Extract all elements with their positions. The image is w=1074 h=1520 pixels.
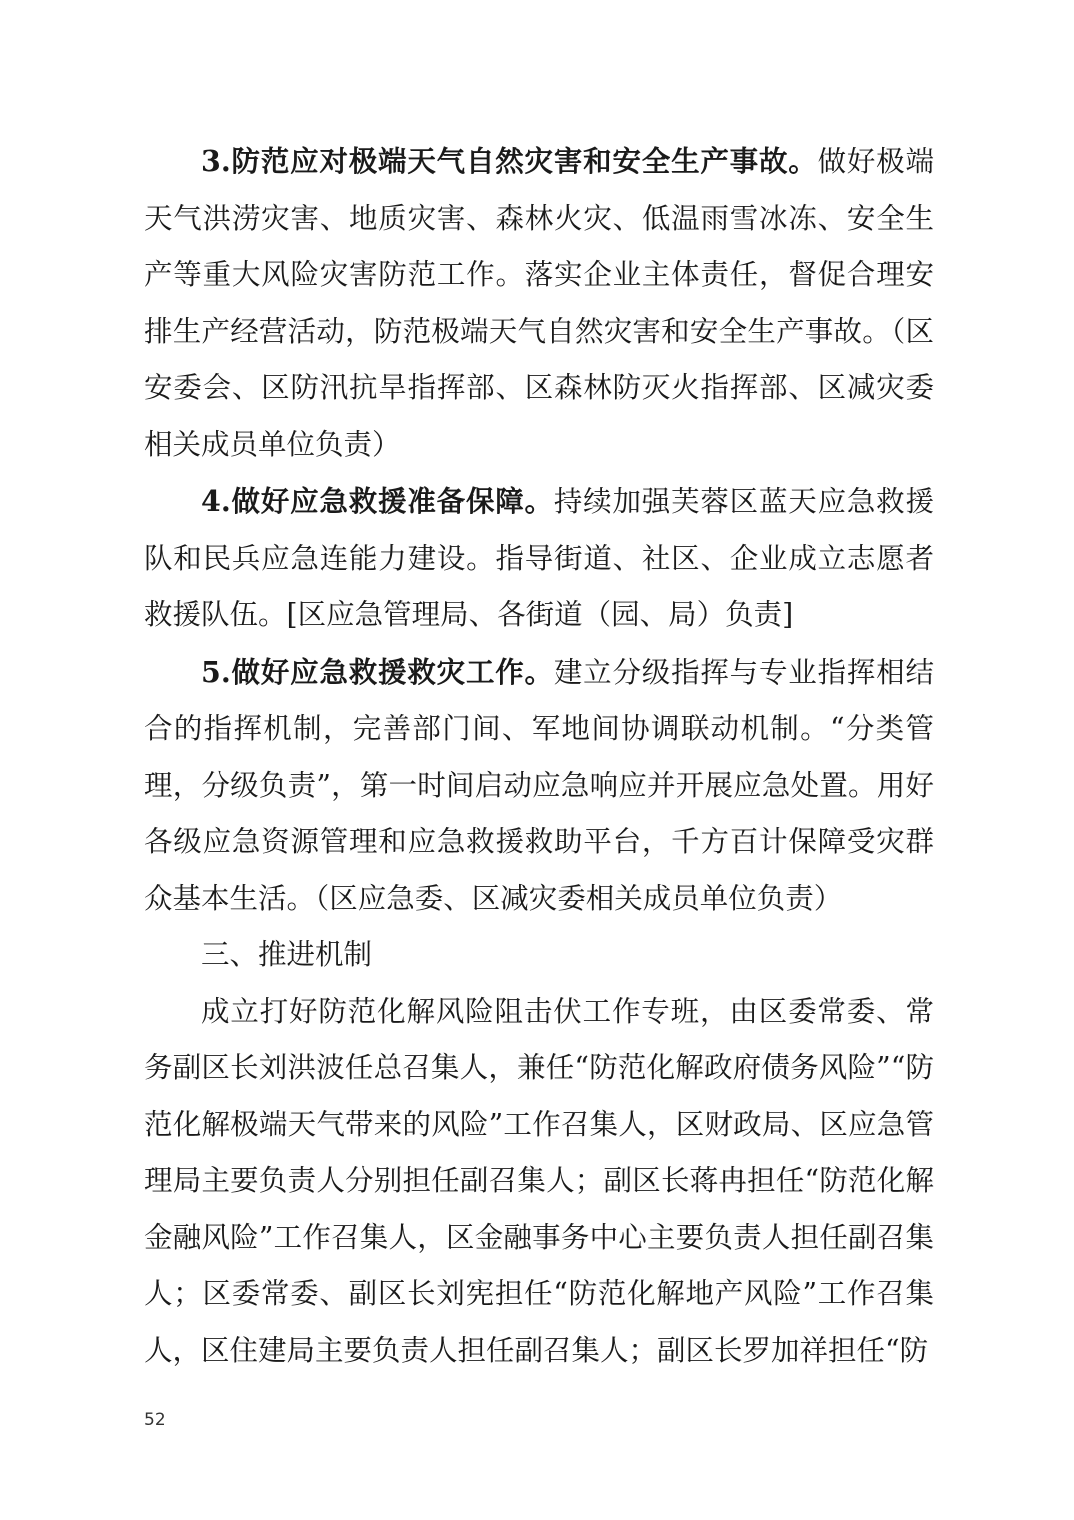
paragraph-item-5 bbox=[144, 644, 934, 928]
document-body bbox=[144, 133, 934, 1379]
section-heading: 三、推进机制 bbox=[201, 938, 373, 971]
paragraph-item-4 bbox=[144, 473, 934, 644]
section-paragraph: 成立打好防范化解风险阻击伏工作专班，由区委常委、常务副区长刘洪波任总召集人，兼任“防范化解政府债务风险”“防范化解极端天气带来的风险”工作召集人，区财政局、区应急管理局主要负责人分别担任副召集人；副区长蒋冉担任“防范化解金融风险”工作召集人，区金融事务中心主要负责人担任副召集人；区委常委、副区长刘宪担任“防范化解地产风险”工作召集人，区住建局主要负责人担任副召集人；副区长罗加祥担任“防 bbox=[144, 994, 934, 1367]
page-number: 52 bbox=[144, 1410, 166, 1430]
paragraph-item-4-text: 持续加强芙蓉区蓝天应急救援队和民兵应急连能力建设。指导街道、社区、企业成立志愿者救援队伍。[区应急管理局、各街道（园、局）负责] bbox=[144, 485, 934, 631]
paragraph-item-3-text: 做好极端天气洪涝灾害、地质灾害、森林火灾、低温雨雪冰冻、安全生产等重大风险灾害防范工作。落实企业主体责任，督促合理安排生产经营活动，防范极端天气自然灾害和安全生产事故。（区安委会、区防汛抗旱指挥部、区森林防灭火指挥部、区减灾委相关成员单位负责） bbox=[144, 145, 934, 461]
paragraph-item-3-heading: 3.防范应对极端天气自然灾害和安全生产事故。 bbox=[201, 144, 818, 178]
paragraph-item-4-heading: 4.做好应急救援准备保障。 bbox=[201, 484, 554, 518]
paragraph-item-3 bbox=[144, 133, 934, 473]
paragraph-item-5-heading: 5.做好应急救援救灾工作。 bbox=[201, 654, 554, 689]
paragraph-item-5-text: 建立分级指挥与专业指挥相结合的指挥机制，完善部门间、军地间协调联动机制。“分类管理，分级负责”，第一时间启动应急响应并开展应急处置。用好各级应急资源管理和应急救援救助平台，千方百计保障受灾群众基本生活。（区应急委、区减灾委相关成员单位负责） bbox=[144, 655, 934, 915]
